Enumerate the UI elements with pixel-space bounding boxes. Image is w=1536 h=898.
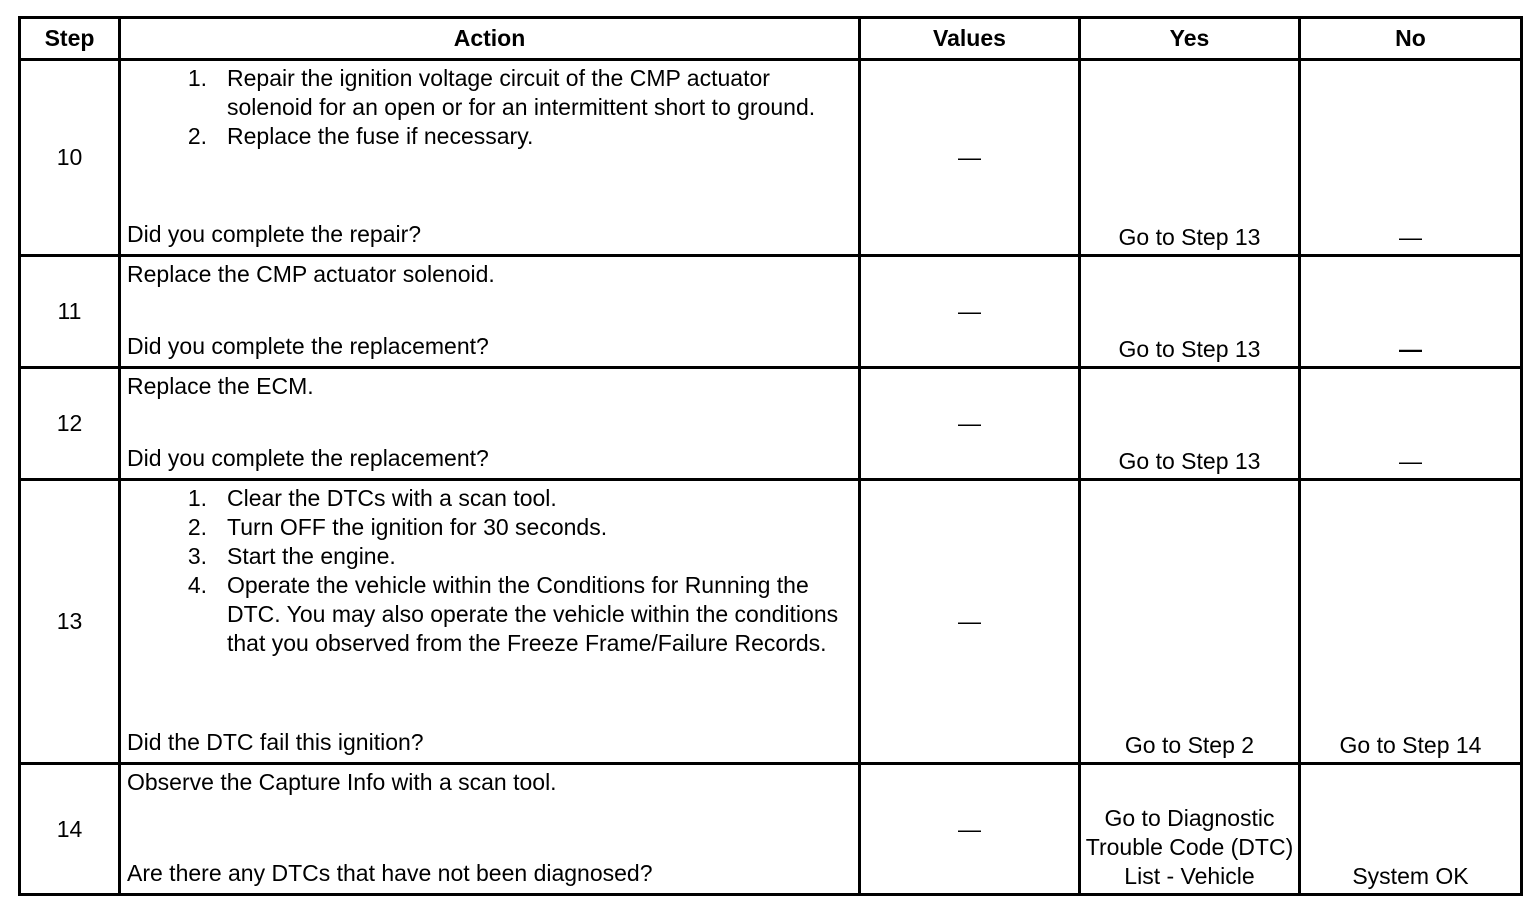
table-row: [20, 256, 1522, 368]
yes-cell: Go to Diagnostic Trouble Code (DTC) List - Vehicle: [1080, 764, 1300, 895]
action-step-list: [127, 484, 852, 658]
no-cell: Go to Step 14: [1300, 480, 1522, 764]
header-row: [20, 18, 1522, 60]
table-row: [20, 60, 1522, 256]
action-step-text: Repair the ignition voltage circuit of the CMP actuator solenoid for an open or for an intermittent short to ground.: [227, 65, 816, 120]
header-yes: Yes: [1080, 18, 1300, 60]
step-number: 13: [20, 480, 120, 764]
action-cell: [120, 480, 860, 764]
yes-cell: Go to Step 13: [1080, 60, 1300, 256]
table-row: [20, 764, 1522, 895]
action-cell: [120, 256, 860, 368]
action-instructions: [127, 768, 852, 797]
header-values: Values: [860, 18, 1080, 60]
action-step-text: Start the engine.: [227, 543, 396, 569]
yes-cell: Go to Step 13: [1080, 256, 1300, 368]
values-cell: —: [860, 60, 1080, 256]
no-cell: —: [1300, 60, 1522, 256]
action-step-number: 1.: [187, 65, 207, 91]
values-cell: —: [860, 480, 1080, 764]
action-question: Did you complete the replacement?: [127, 333, 489, 359]
action-text: Replace the ECM.: [127, 373, 314, 399]
no-cell: System OK: [1300, 764, 1522, 895]
action-step: [127, 571, 852, 658]
header-no: No: [1300, 18, 1522, 60]
action-question: Did you complete the replacement?: [127, 445, 489, 471]
step-number: 10: [20, 60, 120, 256]
step-number: 14: [20, 764, 120, 895]
action-content: [127, 372, 852, 473]
action-content: [127, 484, 852, 757]
table-body: [20, 60, 1522, 895]
action-step: [127, 122, 852, 151]
values-cell: —: [860, 764, 1080, 895]
action-step-number: 3.: [187, 543, 207, 569]
action-step-number: 1.: [187, 485, 207, 511]
diagnostic-table: [18, 16, 1523, 896]
action-question: Did you complete the repair?: [127, 221, 422, 247]
action-instructions: [127, 64, 852, 151]
action-step: [127, 64, 852, 122]
action-instructions: [127, 484, 852, 658]
action-step-text: Operate the vehicle within the Conditions for Running the DTC. You may also operate the vehicle within the conditions that you observed from the Freeze Frame/Failure Records.: [227, 572, 839, 656]
action-step: [127, 542, 852, 571]
action-step: [127, 513, 852, 542]
action-cell: [120, 764, 860, 895]
action-content: [127, 768, 852, 888]
action-step-list: [127, 64, 852, 151]
header-step: Step: [20, 18, 120, 60]
action-step-number: 4.: [187, 572, 207, 598]
action-step: [127, 484, 852, 513]
action-step-text: Turn OFF the ignition for 30 seconds.: [227, 514, 608, 540]
no-cell: —: [1300, 256, 1522, 368]
action-step-text: Replace the fuse if necessary.: [227, 123, 534, 149]
action-question: Are there any DTCs that have not been diagnosed?: [127, 860, 653, 886]
action-cell: [120, 368, 860, 480]
action-instructions: [127, 372, 852, 401]
yes-cell: Go to Step 2: [1080, 480, 1300, 764]
yes-cell: Go to Step 13: [1080, 368, 1300, 480]
step-number: 11: [20, 256, 120, 368]
action-cell: [120, 60, 860, 256]
action-step-text: Clear the DTCs with a scan tool.: [227, 485, 557, 511]
action-content: [127, 64, 852, 249]
no-cell: —: [1300, 368, 1522, 480]
action-step-number: 2.: [187, 123, 207, 149]
values-cell: —: [860, 256, 1080, 368]
values-cell: —: [860, 368, 1080, 480]
action-content: [127, 260, 852, 361]
action-text: Replace the CMP actuator solenoid.: [127, 261, 495, 287]
action-step-number: 2.: [187, 514, 207, 540]
step-number: 12: [20, 368, 120, 480]
action-instructions: [127, 260, 852, 289]
table-row: [20, 368, 1522, 480]
table-row: [20, 480, 1522, 764]
header-action: Action: [120, 18, 860, 60]
action-question: Did the DTC fail this ignition?: [127, 729, 424, 755]
action-text: Observe the Capture Info with a scan tool.: [127, 769, 557, 795]
